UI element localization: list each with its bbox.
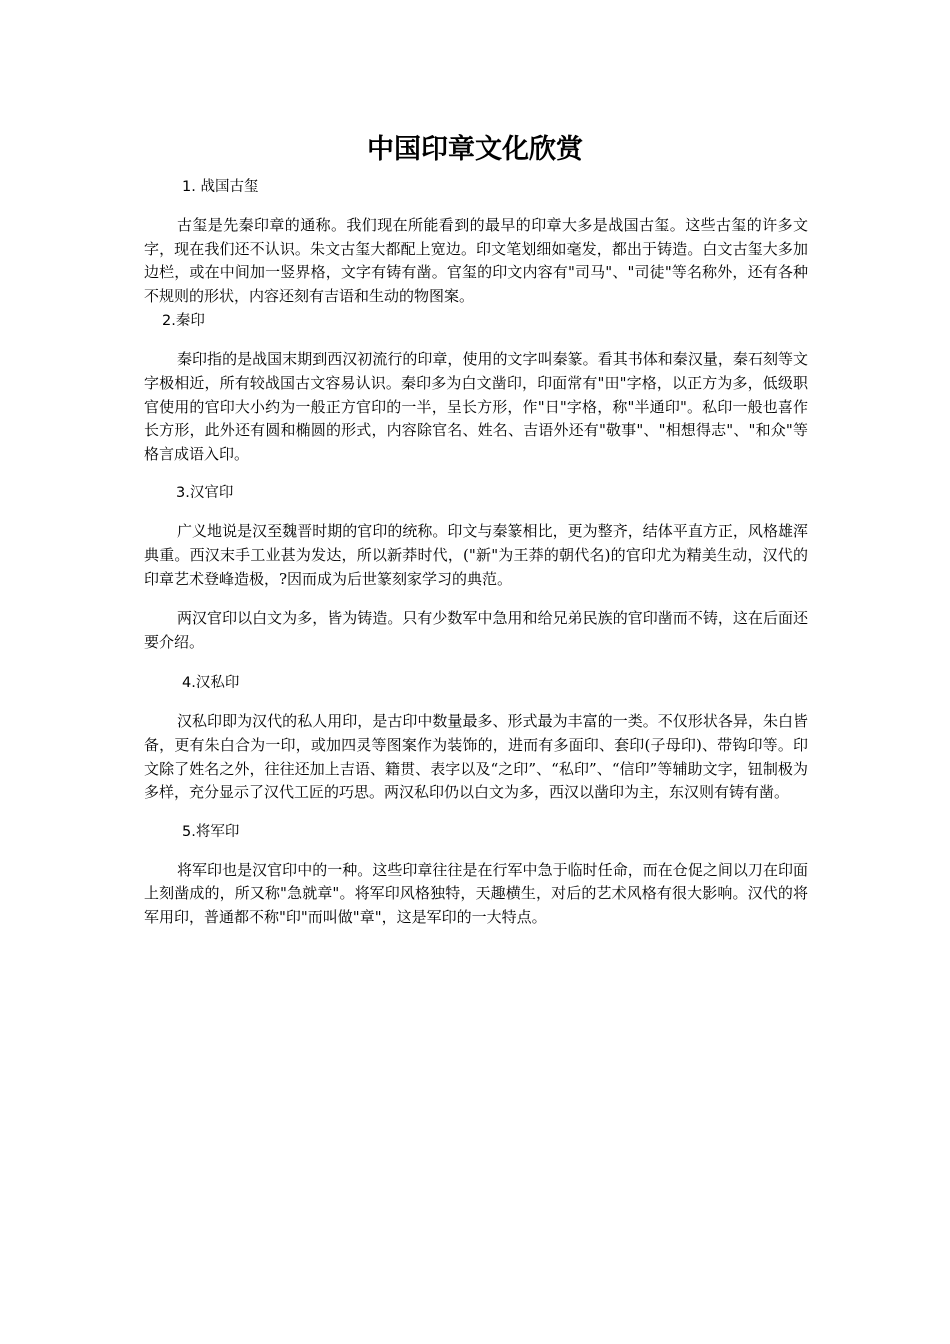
section-heading-han-official-seals: 3.汉官印 bbox=[176, 485, 234, 502]
section-paragraph: 将军印也是汉官印中的一种。这些印章往往是在行军中急于临时任命，而在仓促之间以刀在印面上刻凿成的，所又称"急就章"。将军印风格独特，天趣横生，对后的艺术风格有很大影响。汉代的将军用印，普通都不称"印"而叫做"章"，这是军印的一大特点。 bbox=[144, 860, 808, 926]
section-heading-warring-states-seals: 1. 战国古玺 bbox=[182, 179, 259, 195]
section-heading-general-seals: 5.将军印 bbox=[182, 823, 240, 840]
section-heading-qin-seals: 2.秦印 bbox=[162, 313, 205, 330]
section-heading-han-private-seals: 4.汉私印 bbox=[182, 675, 240, 692]
section-paragraph: 古玺是先秦印章的通称。我们现在所能看到的最早的印章大多是战国古玺。这些古玺的许多文字，现在我们还不认识。朱文古玺大都配上宽边。印文笔划细如毫发，都出于铸造。白文古玺大多加边栏，或在中间加一竖界格，文字有铸有凿。官玺的印文内容有"司马"、"司徒"等名称外，还有各种不规则的形状，内容还刻有吉语和生动的物图案。 bbox=[144, 216, 808, 305]
section-paragraph: 广义地说是汉至魏晋时期的官印的统称。印文与秦篆相比，更为整齐，结体平直方正，风格雄浑典重。西汉末手工业甚为发达，所以新莽时代，("新"为王莽的朝代名)的官印尤为精美生动，汉代的印章艺术登峰造极，?因而成为后世篆刻家学习的典范。 bbox=[144, 522, 808, 588]
section-paragraph: 两汉官印以白文为多，皆为铸造。只有少数军中急用和给兄弟民族的官印凿而不铸，这在后面还要介绍。 bbox=[144, 609, 808, 651]
document-title: 中国印章文化欣赏 bbox=[367, 134, 583, 165]
section-paragraph: 汉私印即为汉代的私人用印，是古印中数量最多、形式最为丰富的一类。不仅形状各异，朱白皆备，更有朱白合为一印，或加四灵等图案作为装饰的，进而有多面印、套印(子母印)、带钩印等。印文除了姓名之外，往往还加上吉语、籍贯、表字以及“之印”、“私印”、“信印”等辅助文字，钮制极为多样，充分显示了汉代工匠的巧思。两汉私印仍以白文为多，西汉以凿印为主，东汉则有铸有凿。 bbox=[144, 712, 808, 802]
document-body bbox=[144, 176, 808, 929]
section-paragraph: 秦印指的是战国末期到西汉初流行的印章，使用的文字叫秦篆。看其书体和秦汉量，秦石刻等文字极相近，所有较战国古文容易认识。秦印多为白文凿印，印面常有"田"字格，以正方为多，低级职官使用的官印大小约为一般正方官印的一半，呈长方形，作"日"字格，称"半通印"。私印一般也喜作长方形，此外还有圆和椭圆的形式，内容除官名、姓名、吉语外还有"敬事"、"相想得志"、"和众"等格言成语入印。 bbox=[144, 350, 808, 463]
